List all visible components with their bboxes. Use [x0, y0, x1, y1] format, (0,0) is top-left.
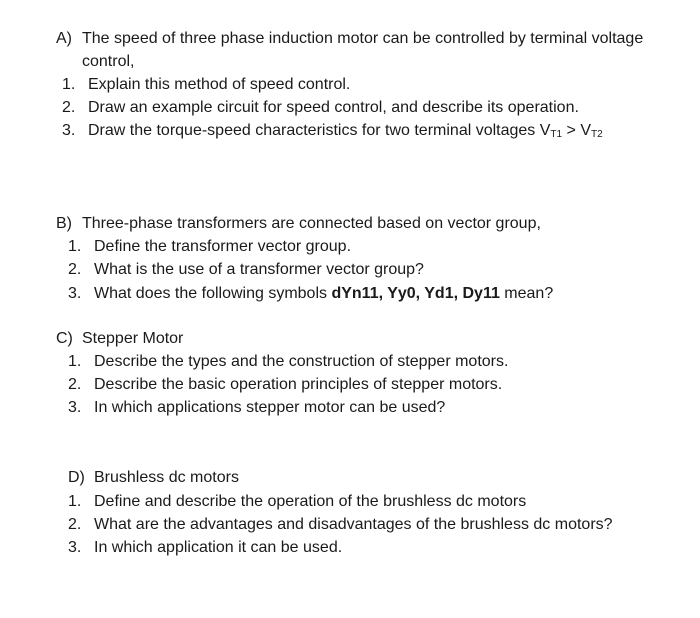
section-b-item-2: 2. What is the use of a transformer vector group? [68, 261, 424, 278]
section-d-item-2: 2. What are the advantages and disadvantages of the brushless dc motors? [68, 516, 613, 533]
section-c-item-3: 3. In which applications stepper motor can be used? [68, 399, 446, 416]
section-b-title: Three-phase transformers are connected based on vector group, [82, 215, 541, 232]
section-a-header-continuation: control, [82, 53, 135, 70]
section-d-title: Brushless dc motors [94, 469, 239, 486]
section-c-item-1: 1. Describe the types and the construction of stepper motors. [68, 353, 509, 370]
section-d-header [68, 467, 239, 489]
section-a-item-2: 2. Draw an example circuit for speed control, and describe its operation. [62, 99, 579, 116]
section-b-item-3: 3. What does the following symbols dYn11, Yy0, Yd1, Dy11 mean? [68, 285, 554, 302]
section-c-letter: C) [56, 330, 73, 347]
vector-group-symbols: dYn11, Yy0, Yd1, Dy11 [331, 285, 500, 302]
section-c-header [56, 328, 183, 350]
section-c-title: Stepper Motor [82, 330, 184, 347]
section-d-item-1: 1. Define and describe the operation of the brushless dc motors [68, 493, 527, 510]
section-a-title: The speed of three phase induction motor can be controlled by terminal voltage [82, 30, 644, 47]
section-b-letter: B) [56, 215, 72, 232]
section-a-item-1: 1. Explain this method of speed control. [62, 76, 351, 93]
section-a-header [56, 28, 643, 50]
section-a-letter: A) [56, 30, 72, 47]
section-b-header [56, 213, 541, 235]
section-d-item-3: 3. In which application it can be used. [68, 539, 343, 556]
section-a-item-3: 3. Draw the torque-speed characteristics for two terminal voltages $V_{T1} > V_{T2}$ [62, 122, 603, 140]
section-b-item-1: 1. Define the transformer vector group. [68, 238, 352, 255]
section-c-item-2: 2. Describe the basic operation principles of stepper motors. [68, 376, 503, 393]
section-d-letter: D) [68, 469, 85, 486]
